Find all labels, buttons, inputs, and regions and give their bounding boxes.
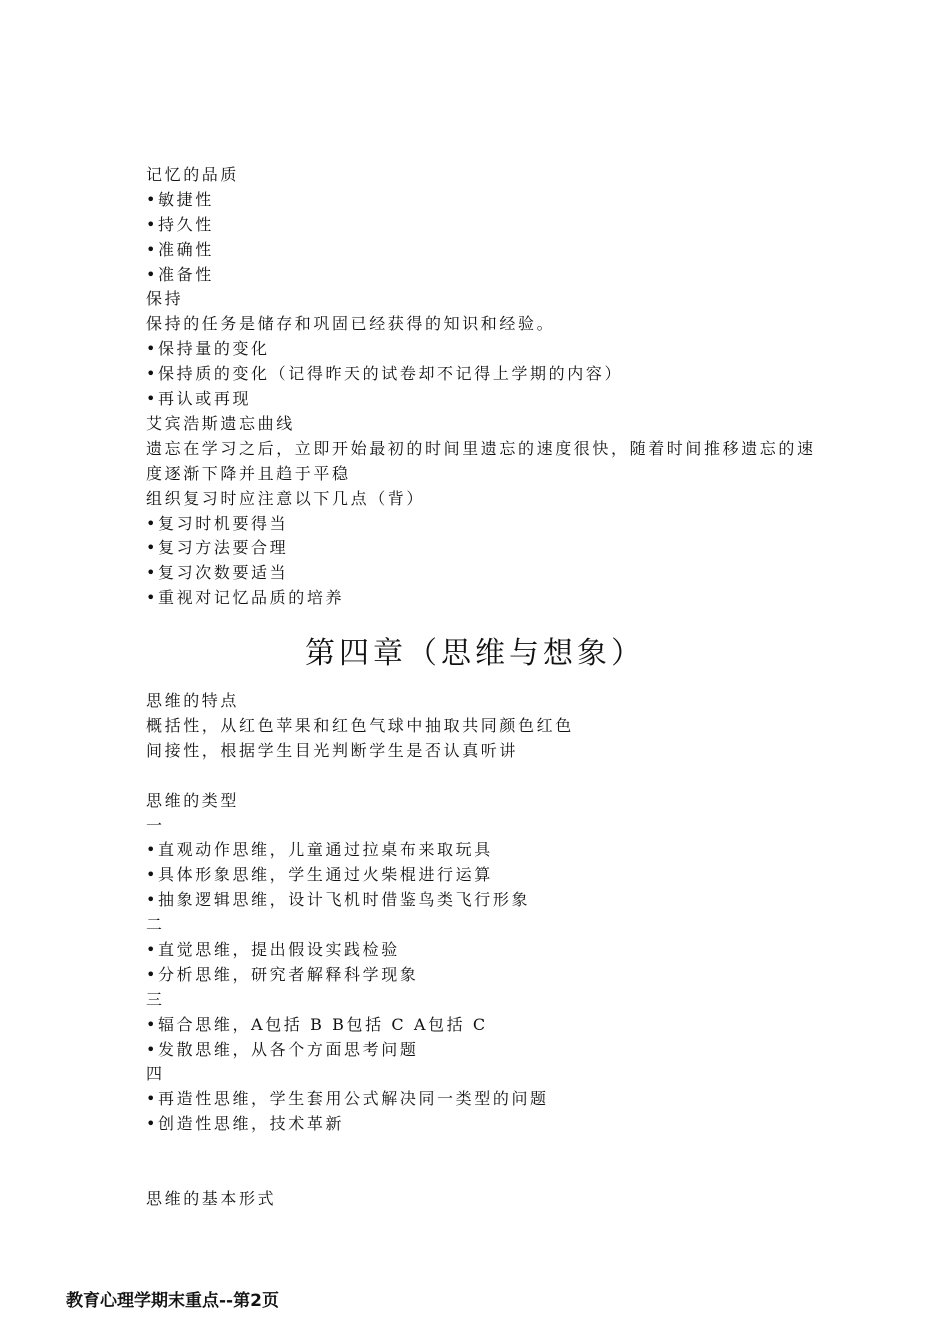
- list-item: •持久性: [146, 214, 214, 234]
- list-item: •抽象逻辑思维，设计飞机时借鉴鸟类飞行形象: [146, 890, 531, 910]
- list-item: •直觉思维，提出假设实践检验: [146, 939, 400, 959]
- blank-line: [146, 1162, 826, 1187]
- heading-memory-quality: 记忆的品质: [146, 165, 240, 184]
- list-item: •准备性: [146, 264, 214, 284]
- paragraph: 间接性，根据学生目光判断学生是否认真听讲: [146, 740, 519, 760]
- list-item: •复习次数要适当: [146, 563, 289, 583]
- paragraph: 保持的任务是储存和巩固已经获得的知识和经验。: [146, 314, 556, 334]
- heading-forgetting-curve: 艾宾浩斯遗忘曲线: [146, 413, 295, 433]
- heading-thinking-forms: 思维的基本形式: [146, 1188, 277, 1208]
- heading-retention: 保持: [146, 289, 184, 309]
- list-item: •准确性: [146, 239, 214, 259]
- list-item: •直观动作思维，儿童通过拉桌布来取玩具: [146, 840, 493, 860]
- heading-review: 组织复习时应注意以下几点（背）: [146, 488, 426, 508]
- paragraph: 概括性，从红色苹果和红色气球中抽取共同颜色红色: [146, 715, 574, 735]
- blank-line: [146, 1137, 826, 1162]
- group-marker: 三: [146, 989, 165, 1009]
- group-marker: 四: [146, 1064, 165, 1084]
- list-item: •复习方法要合理: [146, 538, 289, 558]
- chapter-title: 第四章（思维与想象）: [305, 636, 645, 672]
- heading-thinking-traits: 思维的特点: [146, 691, 240, 711]
- blank-line: [146, 764, 826, 789]
- list-item: •创造性思维，技术革新: [146, 1114, 345, 1134]
- list-item: •再认或再现: [146, 389, 252, 409]
- list-item: •辐合思维，A包括 B B包括 C A包括 C: [146, 1014, 488, 1034]
- list-item: •重视对记忆品质的培养: [146, 588, 345, 608]
- list-item: •再造性思维，学生套用公式解决同一类型的问题: [146, 1089, 549, 1109]
- group-marker: 一: [146, 815, 165, 835]
- heading-thinking-types: 思维的类型: [146, 790, 240, 810]
- list-item: •发散思维，从各个方面思考问题: [146, 1039, 419, 1059]
- page-content: [146, 163, 826, 1212]
- list-item: •分析思维，研究者解释科学现象: [146, 964, 419, 984]
- list-item: •复习时机要得当: [146, 513, 289, 533]
- list-item: •具体形象思维，学生通过火柴棍进行运算: [146, 865, 493, 885]
- paragraph: 遗忘在学习之后，立即开始最初的时间里遗忘的速度很快，随着时间推移遗忘的速度逐渐下降并且趋于平稳: [146, 438, 816, 483]
- group-marker: 二: [146, 915, 165, 935]
- list-item: •保持量的变化: [146, 339, 270, 359]
- page-footer: 教育心理学期末重点--第2页: [66, 1291, 279, 1311]
- list-item: •敏捷性: [146, 189, 214, 209]
- list-item: •保持质的变化（记得昨天的试卷却不记得上学期的内容）: [146, 364, 624, 384]
